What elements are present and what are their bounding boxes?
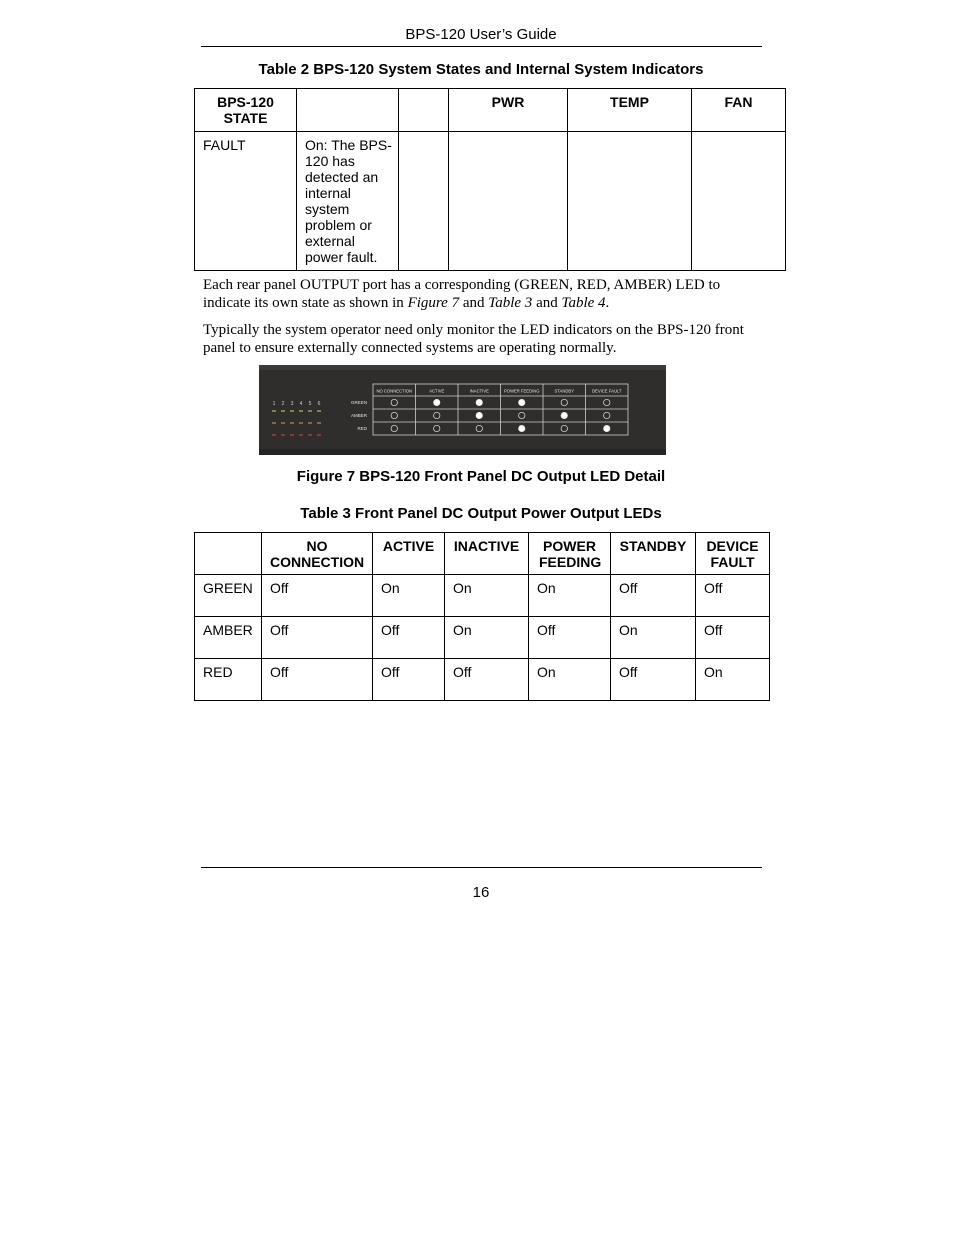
table3-header-cell: ACTIVE <box>373 533 445 575</box>
port-number-label: 2 <box>281 401 285 407</box>
led-row-label: GREEN <box>350 400 367 406</box>
table3-header-cell: INACTIVE <box>445 533 529 575</box>
table2-cell <box>449 132 568 271</box>
paragraph-1-text: . <box>605 295 610 311</box>
header-rule <box>201 46 762 47</box>
table3-cell: On <box>529 575 611 617</box>
paragraph-1-text: Each rear panel OUTPUT port has a corresponding (GREEN, RED, AMBER) LED to indicate its own state as shown in <box>203 277 721 311</box>
led-on-indicator <box>604 425 610 431</box>
table3-cell: Off <box>373 617 445 659</box>
port-led <box>299 434 303 436</box>
table-row <box>195 575 770 617</box>
table3-header-cell: DEVICE FAULT <box>696 533 770 575</box>
port-led <box>308 410 312 412</box>
table3-cell: On <box>529 659 611 701</box>
table2-cell <box>399 132 449 271</box>
port-led <box>299 410 303 412</box>
table3-reference: Table 3 <box>488 295 533 311</box>
table2-cell <box>692 132 786 271</box>
footer-rule <box>201 867 762 868</box>
page-header-title: BPS-120 User’s Guide <box>405 26 557 43</box>
port-led <box>290 410 294 412</box>
panel-top-bevel <box>259 365 666 370</box>
table3-cell: Off <box>696 575 770 617</box>
page-number: 16 <box>472 884 490 901</box>
port-led <box>281 434 285 436</box>
table3-cell: Off <box>529 617 611 659</box>
table2-cell <box>568 132 692 271</box>
led-column-label: DEVICE FAULT <box>592 388 622 394</box>
led-column-label: NO CONNECTION <box>376 388 413 394</box>
port-led <box>317 422 321 424</box>
led-on-indicator <box>476 399 482 405</box>
port-led <box>281 422 285 424</box>
port-number-label: 6 <box>317 401 321 407</box>
port-number-label: 3 <box>290 401 294 407</box>
paragraph-1-text: and <box>532 295 562 311</box>
table2-header-cell: TEMP <box>568 89 692 132</box>
paragraph-1 <box>203 276 763 312</box>
table-row <box>195 659 770 701</box>
port-led <box>308 434 312 436</box>
table3-header-row <box>195 533 770 575</box>
led-on-indicator <box>561 412 567 418</box>
table2 <box>194 88 786 271</box>
port-led <box>317 410 321 412</box>
table2-header-cell <box>297 89 399 132</box>
table3-cell: AMBER <box>195 617 262 659</box>
panel-bottom-bevel <box>259 449 666 455</box>
led-on-indicator <box>519 425 525 431</box>
table3-cell: RED <box>195 659 262 701</box>
table3-cell: Off <box>262 617 373 659</box>
paragraph-1-text: and <box>459 295 489 311</box>
led-column-label: ACTIVE <box>429 388 445 394</box>
port-led <box>308 422 312 424</box>
table-row <box>195 617 770 659</box>
led-row-label: RED <box>357 426 367 432</box>
port-number-label: 1 <box>272 401 276 407</box>
port-led <box>272 434 276 436</box>
table2-header-cell: FAN <box>692 89 786 132</box>
port-led <box>290 434 294 436</box>
table3-cell: Off <box>696 617 770 659</box>
table3-header-cell <box>195 533 262 575</box>
table2-cell: On: The BPS-120 has detected an internal system problem or external power fault. <box>297 132 399 271</box>
paragraph-2: Typically the system operator need only monitor the LED indicators on the BPS-120 front panel to ensure externally connected systems are operating normally. <box>203 322 744 356</box>
led-on-indicator <box>519 399 525 405</box>
led-row-label: AMBER <box>350 413 367 419</box>
table2-cell: FAULT <box>195 132 297 271</box>
table3 <box>194 532 770 701</box>
table3-cell: Off <box>262 659 373 701</box>
led-on-indicator <box>476 412 482 418</box>
table3-cell: Off <box>445 659 529 701</box>
table4-reference: Table 4 <box>561 295 606 311</box>
table2-header-row <box>195 89 786 132</box>
table3-cell: On <box>373 575 445 617</box>
table2-caption: Table 2 BPS-120 System States and Internal System Indicators <box>258 61 704 78</box>
led-column-label: POWER FEEDING <box>503 388 540 394</box>
port-led <box>272 422 276 424</box>
table3-header-cell: NO CONNECTION <box>262 533 373 575</box>
port-led <box>272 410 276 412</box>
table3-cell: On <box>445 617 529 659</box>
table3-header-cell: STANDBY <box>611 533 696 575</box>
port-led <box>299 422 303 424</box>
led-column-label: INACTIVE <box>469 388 489 394</box>
table3-cell: Off <box>611 659 696 701</box>
table3-header-cell: POWER FEEDING <box>529 533 611 575</box>
port-led <box>281 410 285 412</box>
table3-caption: Table 3 Front Panel DC Output Power Output LEDs <box>300 505 662 522</box>
table3-cell: On <box>696 659 770 701</box>
table3-cell: On <box>611 617 696 659</box>
figure7-caption: Figure 7 BPS-120 Front Panel DC Output LED Detail <box>296 468 666 485</box>
led-column-label: STANDBY <box>554 388 574 394</box>
table3-cell: On <box>445 575 529 617</box>
port-number-label: 4 <box>299 401 303 407</box>
led-on-indicator <box>434 399 440 405</box>
port-led <box>317 434 321 436</box>
table3-cell: GREEN <box>195 575 262 617</box>
table3-cell: Off <box>611 575 696 617</box>
front-panel-led-figure <box>259 365 666 455</box>
port-number-label: 5 <box>308 401 312 407</box>
figure7-reference: Figure 7 <box>407 295 460 311</box>
port-led <box>290 422 294 424</box>
table2-header-cell <box>399 89 449 132</box>
table-row <box>195 132 786 271</box>
table3-cell: Off <box>373 659 445 701</box>
table2-header-cell: BPS-120 STATE <box>195 89 297 132</box>
table3-cell: Off <box>262 575 373 617</box>
table2-header-cell: PWR <box>449 89 568 132</box>
